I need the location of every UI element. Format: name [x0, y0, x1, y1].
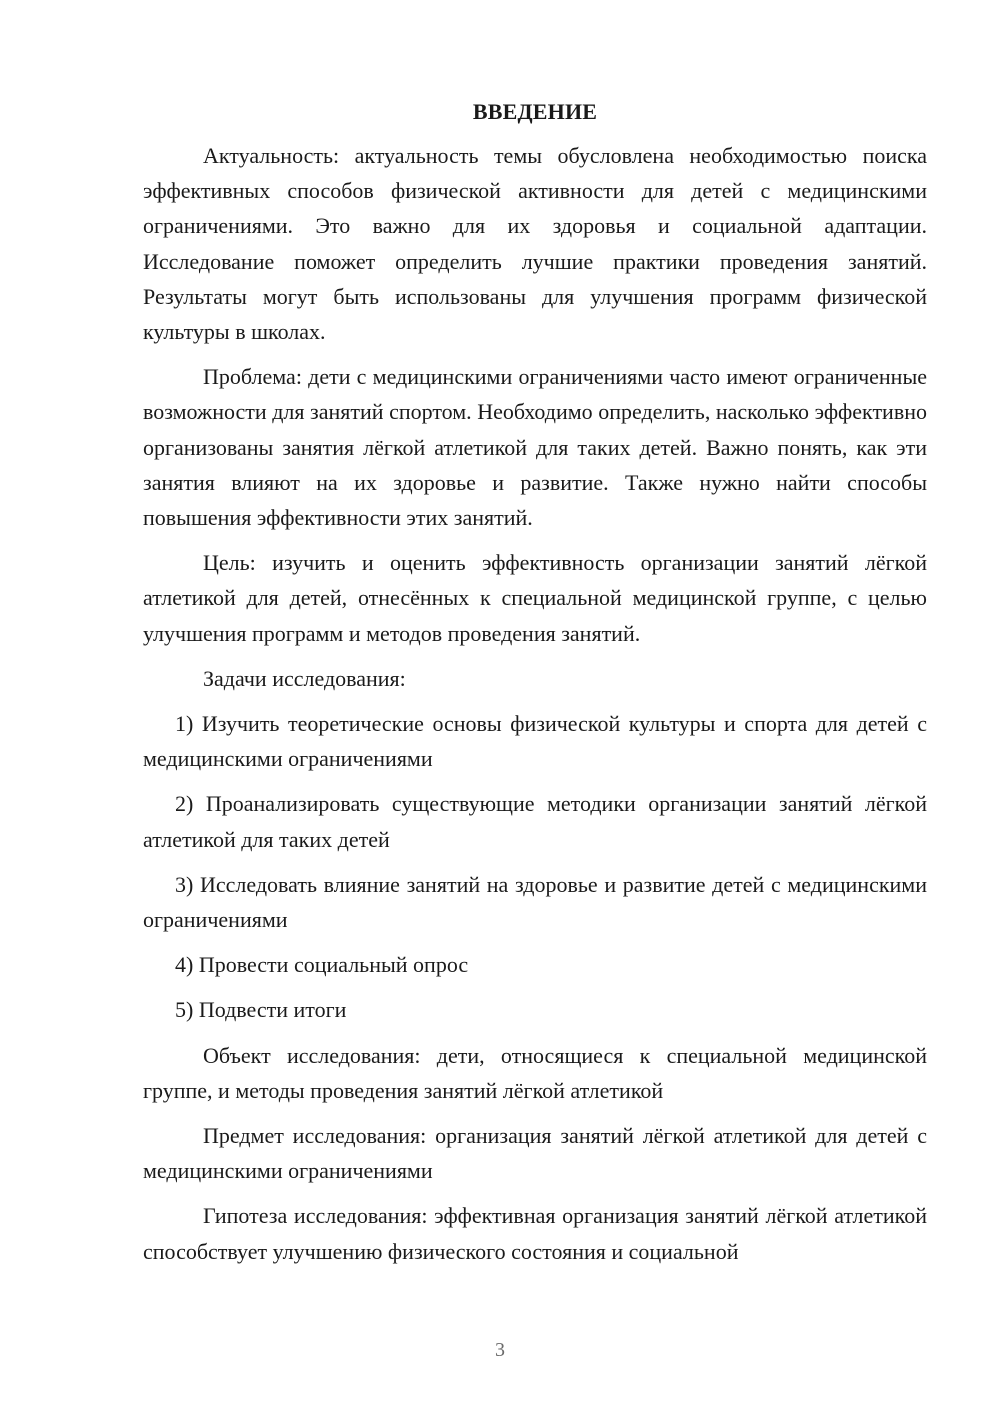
- tasks-heading: Задачи исследования:: [203, 665, 406, 691]
- task-item-4: 4) Провести социальный опрос: [175, 952, 469, 978]
- hypothesis-paragraph: Гипотеза исследования: эффективная организация занятий лёгкой атлетикой способствует улучшению физического состояния и социальной: [143, 1203, 927, 1264]
- goal-paragraph: Цель: изучить и оценить эффективность организации занятий лёгкой атлетикой для детей, отнесённых к специальной медицинской группе, с целью улучшения программ и методов проведения занятий.: [143, 550, 927, 646]
- object-paragraph: Объект исследования: дети, относящиеся к специальной медицинской группе, и методы проведения занятий лёгкой атлетикой: [143, 1042, 927, 1103]
- page-content: [143, 94, 927, 1279]
- task-item-5: 5) Подвести итоги: [175, 997, 347, 1023]
- subject-paragraph: Предмет исследования: организация занятий лёгкой атлетикой для детей с медицинскими ограничениями: [143, 1123, 927, 1184]
- task-item-1: 1) Изучить теоретические основы физической культуры и спорта для детей с медицинскими ограничениями: [143, 711, 927, 772]
- task-item-3: 3) Исследовать влияние занятий на здоровье и развитие детей с медицинскими ограничениями: [143, 871, 927, 933]
- problem-paragraph: Проблема: дети с медицинскими ограничениями часто имеют ограниченные возможности для занятий спортом. Необходимо определить, насколько эффективно организованы занятия лёгкой атлетикой для таких детей. Важно понять, как эти занятия влияют на их здоровье и развитие. Также нужно найти способы повышения эффективности этих занятий.: [143, 364, 927, 531]
- relevance-paragraph: Актуальность: актуальность темы обусловлена необходимостью поиска эффективных способов физической активности для детей с медицинскими ограничениями. Это важно для их здоровья и социальной адаптации. Исследование поможет определить лучшие практики проведения занятий. Результаты могут быть использованы для улучшения программ физической культуры в школах.: [143, 143, 927, 345]
- task-item-2: 2) Проанализировать существующие методики организации занятий лёгкой атлетикой для таких детей: [143, 791, 927, 852]
- section-title: ВВЕДЕНИЕ: [472, 99, 598, 124]
- page-number: 3: [495, 1339, 505, 1361]
